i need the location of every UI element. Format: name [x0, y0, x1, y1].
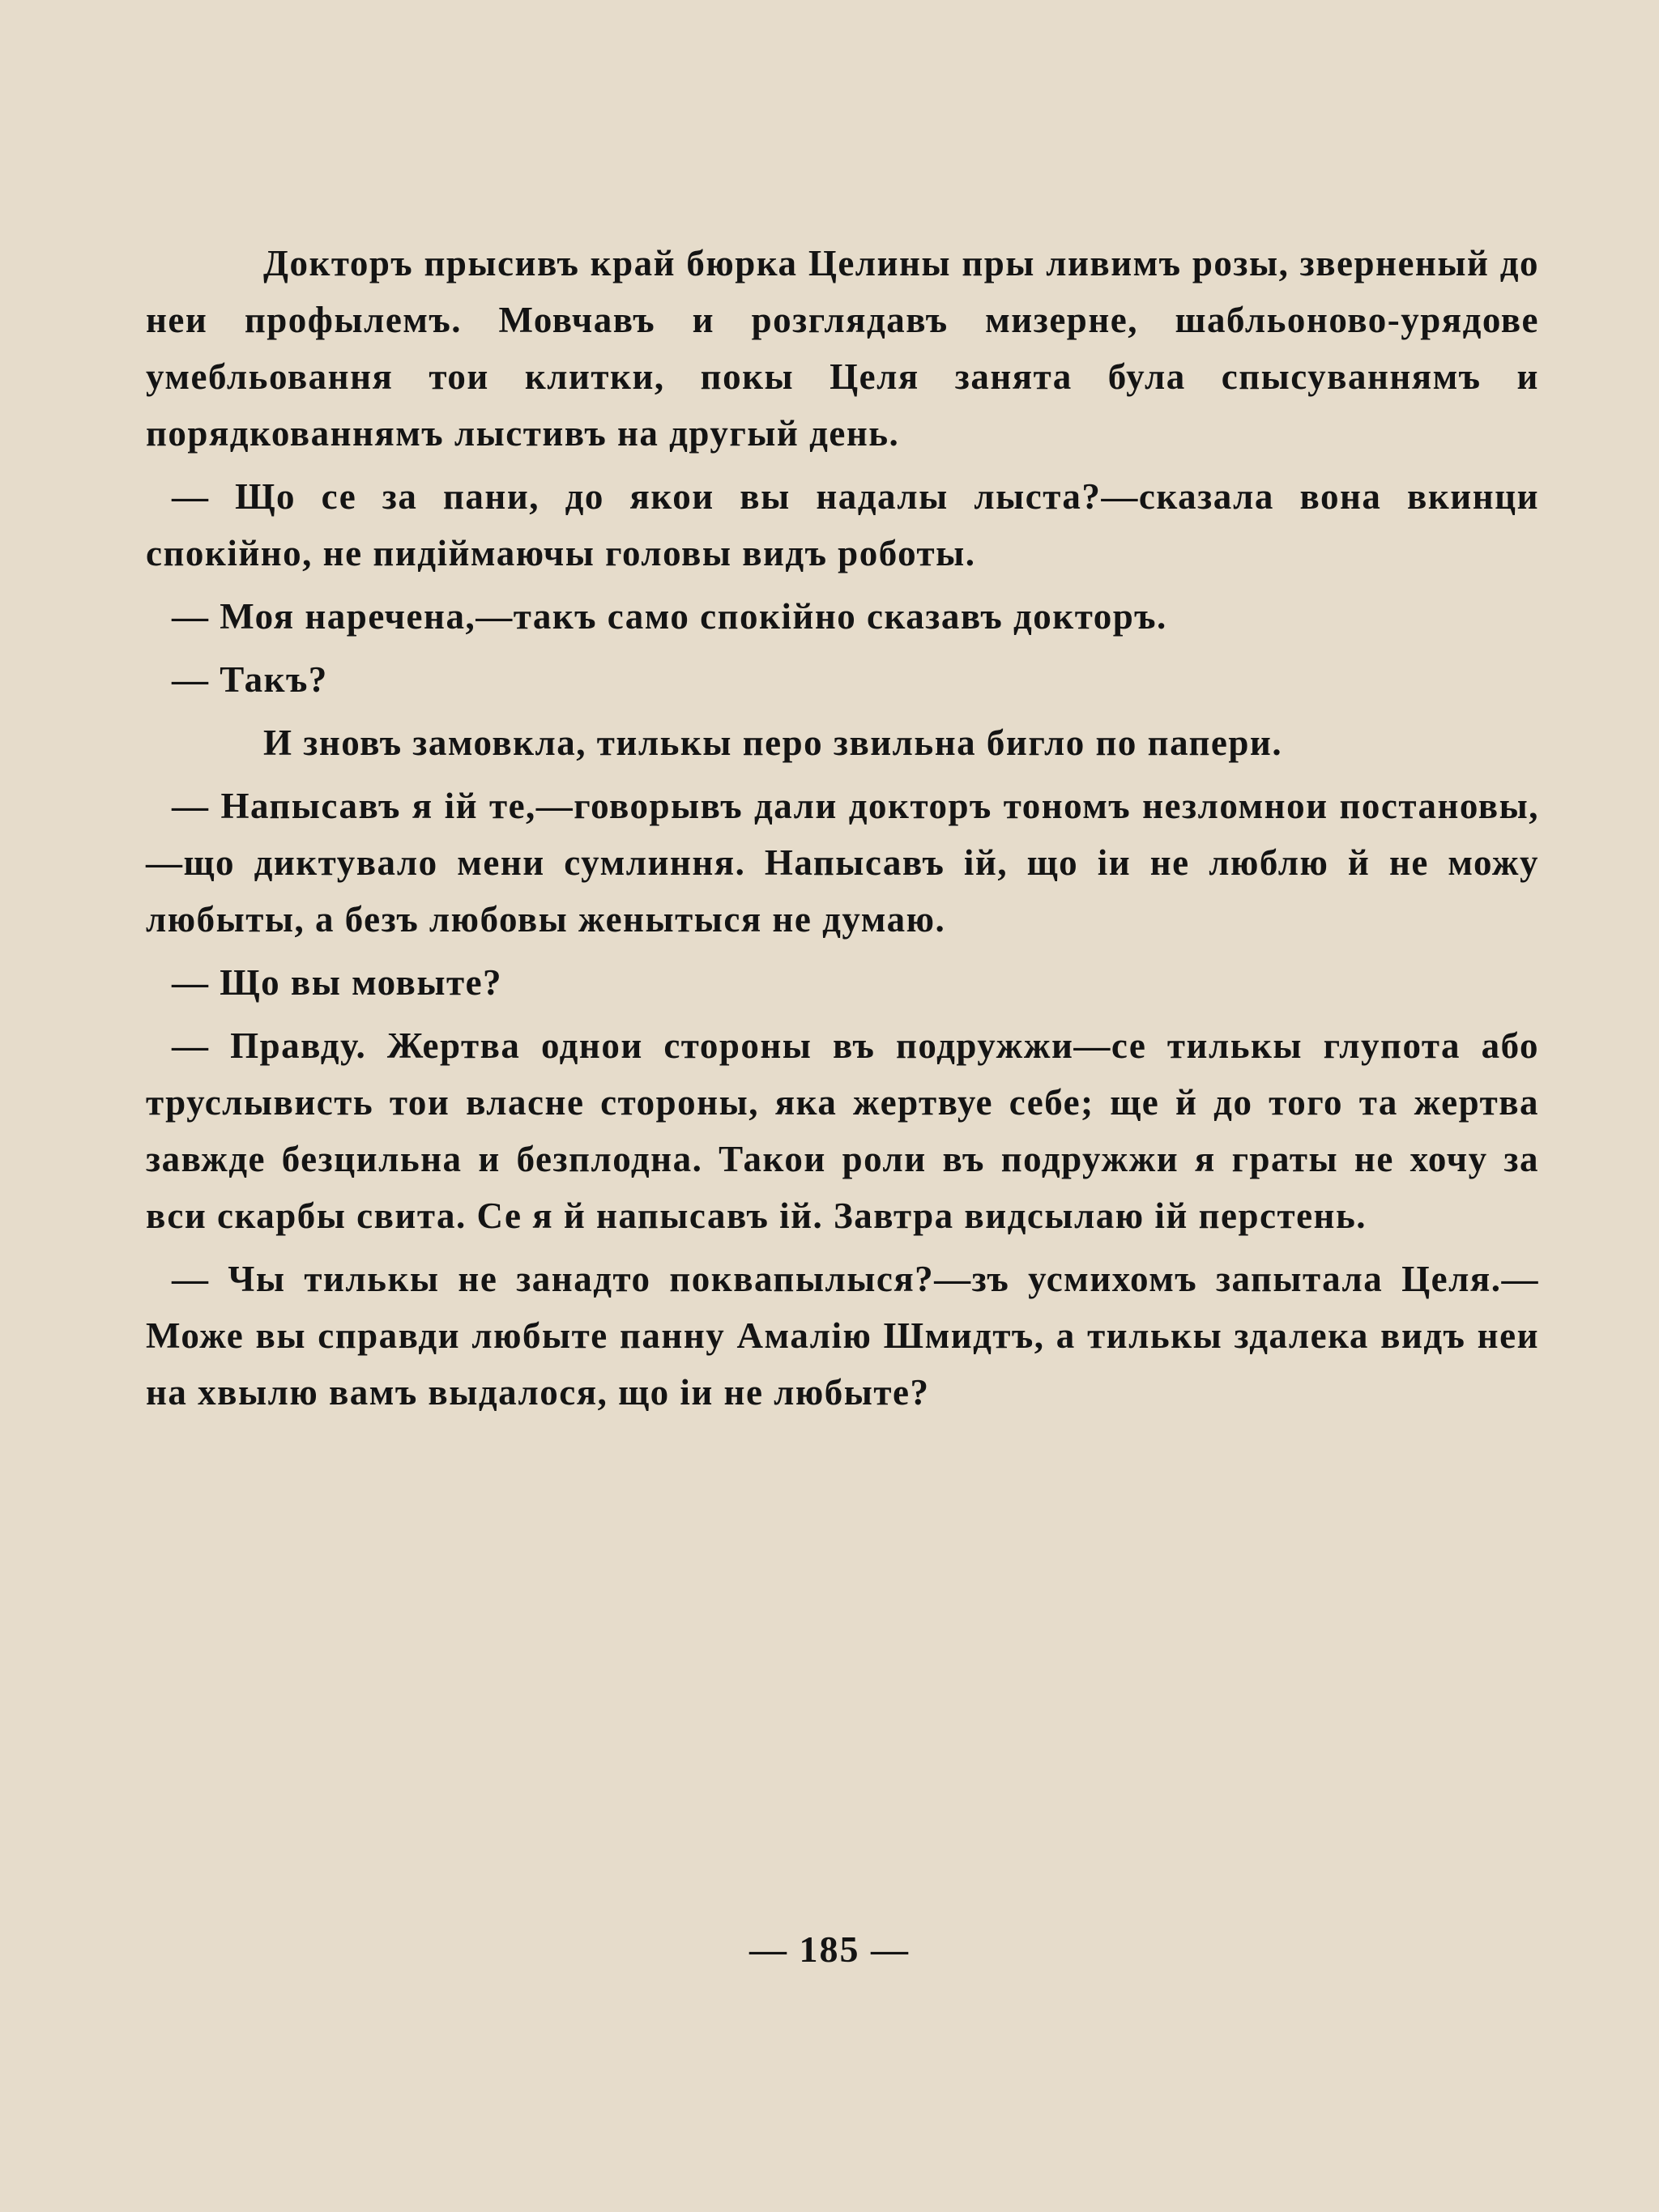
paragraph: — Що се за пани, до якои вы надалы лыста?—сказала вона вкинци спокійно, не пидіймаючы головы видъ роботы.: [146, 476, 1539, 573]
paragraph: Докторъ прысивъ край бюрка Целины пры ливимъ розы, зверненый до неи профылемъ. Мовчавъ и розглядавъ мизерне, шабльоново-урядове умебльовання тои клитки, покы Целя занята була спысуваннямъ и порядкованнямъ лыстивъ на другый день.: [146, 243, 1539, 454]
paragraph: — Що вы мовыте?: [172, 962, 503, 1003]
paragraph: — Правду. Жертва однои стороны въ подружжи—се тилькы глупота або труслывисть тои власне стороны, яка жертвуе себе; ще й до того та жертва завжде безцильна и безплодна. Такои роли въ подружжи я граты не хочу за вси скарбы свита. Се я й напысавъ ій. Завтра видсылаю ій перстень.: [146, 1025, 1539, 1236]
paragraph: И зновъ замовкла, тилькы перо звильна бигло по папери.: [263, 722, 1283, 763]
paragraph: — Моя наречена,—такъ само спокійно сказавъ докторъ.: [172, 596, 1167, 637]
paragraph: — Напысавъ я ій те,—говорывъ дали докторъ тономъ незломнои постановы,—що диктувало мени сумлиння. Напысавъ ій, що іи не люблю й не можу любыты, а безъ любовы женытыся не думаю.: [146, 786, 1539, 940]
page-body: [146, 235, 1539, 1427]
page-number: — 185 —: [749, 1929, 910, 1970]
paragraph: — Такъ?: [172, 659, 328, 700]
paragraph: — Чы тилькы не занадто поквапылыся?—зъ усмихомъ запытала Целя.—Може вы справди любыте панну Амалію Шмидтъ, а тилькы здалека видъ неи на хвылю вамъ выдалося, що іи не любыте?: [146, 1259, 1539, 1413]
